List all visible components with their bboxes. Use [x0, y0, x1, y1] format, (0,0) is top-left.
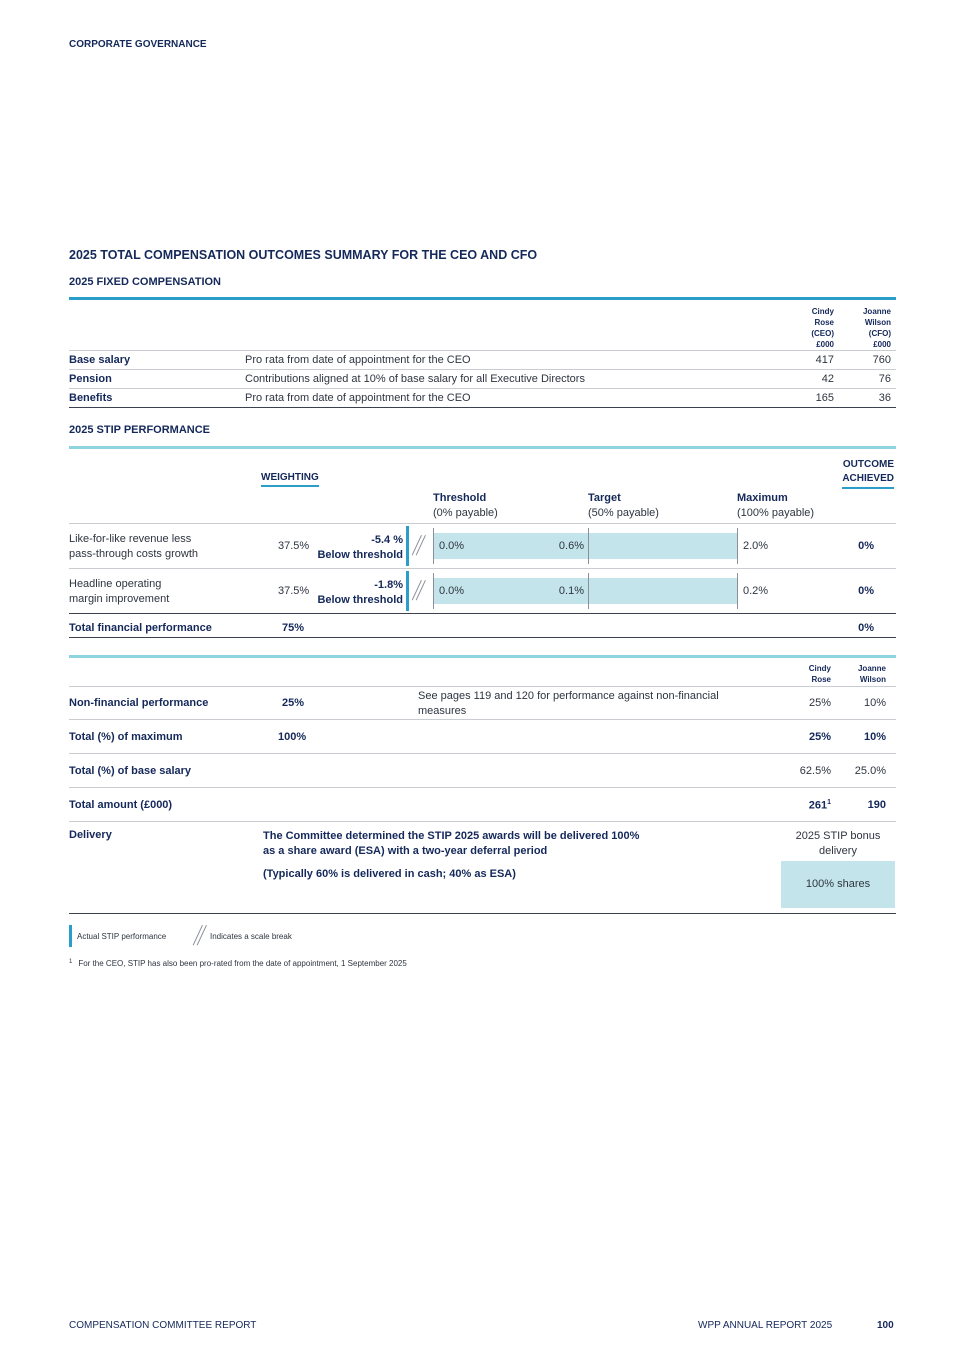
total-financial-outcome: 0%	[858, 622, 874, 634]
fixed-row-label: Pension	[69, 373, 112, 385]
fixed-row-ceo: 417	[815, 354, 834, 366]
fixed-row-cfo: 76	[878, 373, 891, 385]
summary-row-rule	[69, 719, 896, 720]
fixed-row-cfo: 36	[878, 392, 891, 404]
delivery-box-value: 100% shares	[781, 861, 895, 908]
footnote: $^1$ For the CEO, STIP has also been pro-rated from the date of appointment, 1 September 2025	[69, 959, 407, 968]
summary-bottom-rule	[69, 913, 896, 914]
footer-left: COMPENSATION COMMITTEE REPORT	[69, 1320, 257, 1331]
section-header: CORPORATE GOVERNANCE	[69, 39, 207, 50]
summary-col-cfo-header: Joanne Wilson	[857, 664, 886, 684]
weighting-header: WEIGHTING	[261, 472, 319, 487]
fixed-col-ceo-header: Cindy Rose (CEO) £000	[811, 307, 834, 349]
fixed-row-label: Benefits	[69, 392, 113, 404]
delivery-label: Delivery	[69, 829, 112, 841]
summary-row-rule	[69, 787, 896, 788]
summary-top-rule	[69, 655, 896, 658]
total-max-cfo: 10%	[863, 731, 886, 743]
stip-row-label: Headline operating margin improvement	[69, 578, 170, 605]
actual-performance-marker	[406, 571, 409, 611]
fixed-row-desc: Pro rata from date of appointment for the CEO	[245, 392, 471, 404]
target-value: 0.1%	[558, 585, 584, 597]
delivery-text: The Committee determined the STIP 2025 awards will be delivered 100% as a share award (ESA) with a two-year deferral period (Typically 60% is delivered in cash; 40% as ESA)	[263, 830, 640, 880]
total-financial-weight: 75%	[282, 622, 305, 634]
fixed-row-label: Base salary	[69, 354, 131, 366]
stip-row-label: Like-for-like revenue less pass-through costs growth	[69, 533, 199, 560]
total-max-weight: 100%	[278, 731, 307, 743]
total-amount-cfo: 190	[867, 799, 886, 811]
delivery-box-title: 2025 STIP bonus delivery	[795, 830, 881, 857]
stip-row-actual: -1.8% Below threshold	[317, 579, 403, 606]
maximum-tick	[737, 528, 738, 564]
outcome-header: OUTCOME ACHIEVED	[820, 458, 894, 489]
fixed-row-ceo: 42	[821, 373, 834, 385]
legend-scale-break-icon	[195, 925, 207, 945]
stip-row-weight: 37.5%	[278, 540, 310, 552]
total-salary-label: Total (%) of base salary	[69, 765, 192, 777]
fixed-row-ceo: 165	[815, 392, 834, 404]
maximum-header: Maximum (100% payable)	[737, 492, 815, 519]
total-max-label: Total (%) of maximum	[69, 731, 183, 743]
threshold-header: Threshold (0% payable)	[433, 492, 498, 519]
footer-right: WPP ANNUAL REPORT 2025	[698, 1320, 833, 1331]
summary-row-rule	[69, 821, 896, 822]
nonfin-desc: See pages 119 and 120 for performance against non-financial measures	[418, 690, 719, 717]
maximum-value: 2.0%	[743, 540, 769, 552]
page-number: 100	[877, 1320, 894, 1331]
outcome-value: 0%	[858, 540, 874, 552]
target-tick	[588, 573, 589, 609]
summary-header-rule	[69, 686, 896, 687]
total-amount-label: Total amount (£000)	[69, 799, 173, 811]
fixed-bottom-rule	[69, 407, 896, 408]
total-salary-cfo: 25.0%	[854, 765, 886, 777]
performance-range-bar	[434, 533, 737, 559]
summary-row-rule	[69, 753, 896, 754]
total-financial-label: Total financial performance	[69, 622, 212, 634]
fixed-header-rule	[69, 350, 896, 351]
outcome-value: 0%	[858, 585, 874, 597]
target-header: Target (50% payable)	[588, 492, 659, 519]
stip-row-actual: -5.4 % Below threshold	[317, 534, 403, 561]
stip-top-rule	[69, 446, 896, 449]
scale-break-icon	[414, 535, 426, 555]
target-tick	[588, 528, 589, 564]
threshold-value: 0.0%	[439, 585, 465, 597]
fixed-row-rule	[69, 369, 896, 370]
stip-title: 2025 STIP PERFORMANCE	[69, 424, 211, 436]
total-max-ceo: 25%	[808, 731, 831, 743]
legend-actual-label: Actual STIP performance	[77, 932, 167, 941]
fixed-col-cfo-header: Joanne Wilson (CFO) £000	[862, 307, 891, 349]
stip-row-weight: 37.5%	[278, 585, 310, 597]
total-amount-ceo: $261^1$	[808, 799, 831, 812]
legend-actual-swatch	[69, 925, 72, 947]
performance-range-bar	[434, 578, 737, 604]
fixed-row-rule	[69, 388, 896, 389]
summary-col-ceo-header: Cindy Rose	[808, 664, 831, 684]
stip-header-rule	[69, 523, 896, 524]
threshold-value: 0.0%	[439, 540, 465, 552]
target-value: 0.6%	[558, 540, 584, 552]
fixed-title: 2025 FIXED COMPENSATION	[69, 276, 221, 288]
total-salary-ceo: 62.5%	[799, 765, 831, 777]
maximum-value: 0.2%	[743, 585, 769, 597]
maximum-tick	[737, 573, 738, 609]
nonfin-label: Non-financial performance	[69, 697, 209, 709]
scale-break-icon	[414, 580, 426, 600]
actual-performance-marker	[406, 526, 409, 566]
nonfin-ceo: 25%	[808, 697, 831, 709]
main-title: 2025 TOTAL COMPENSATION OUTCOMES SUMMARY FOR THE CEO AND CFO	[69, 248, 538, 262]
nonfin-weight: 25%	[282, 697, 305, 709]
legend-break-label: Indicates a scale break	[210, 932, 292, 941]
stip-row-rule	[69, 568, 896, 569]
total-financial-rule	[69, 637, 896, 638]
fixed-row-desc: Pro rata from date of appointment for the CEO	[245, 354, 471, 366]
fixed-row-desc: Contributions aligned at 10% of base salary for all Executive Directors	[245, 373, 585, 385]
nonfin-cfo: 10%	[863, 697, 886, 709]
fixed-row-cfo: 760	[872, 354, 891, 366]
fixed-top-rule	[69, 297, 896, 300]
stip-row-rule	[69, 613, 896, 614]
